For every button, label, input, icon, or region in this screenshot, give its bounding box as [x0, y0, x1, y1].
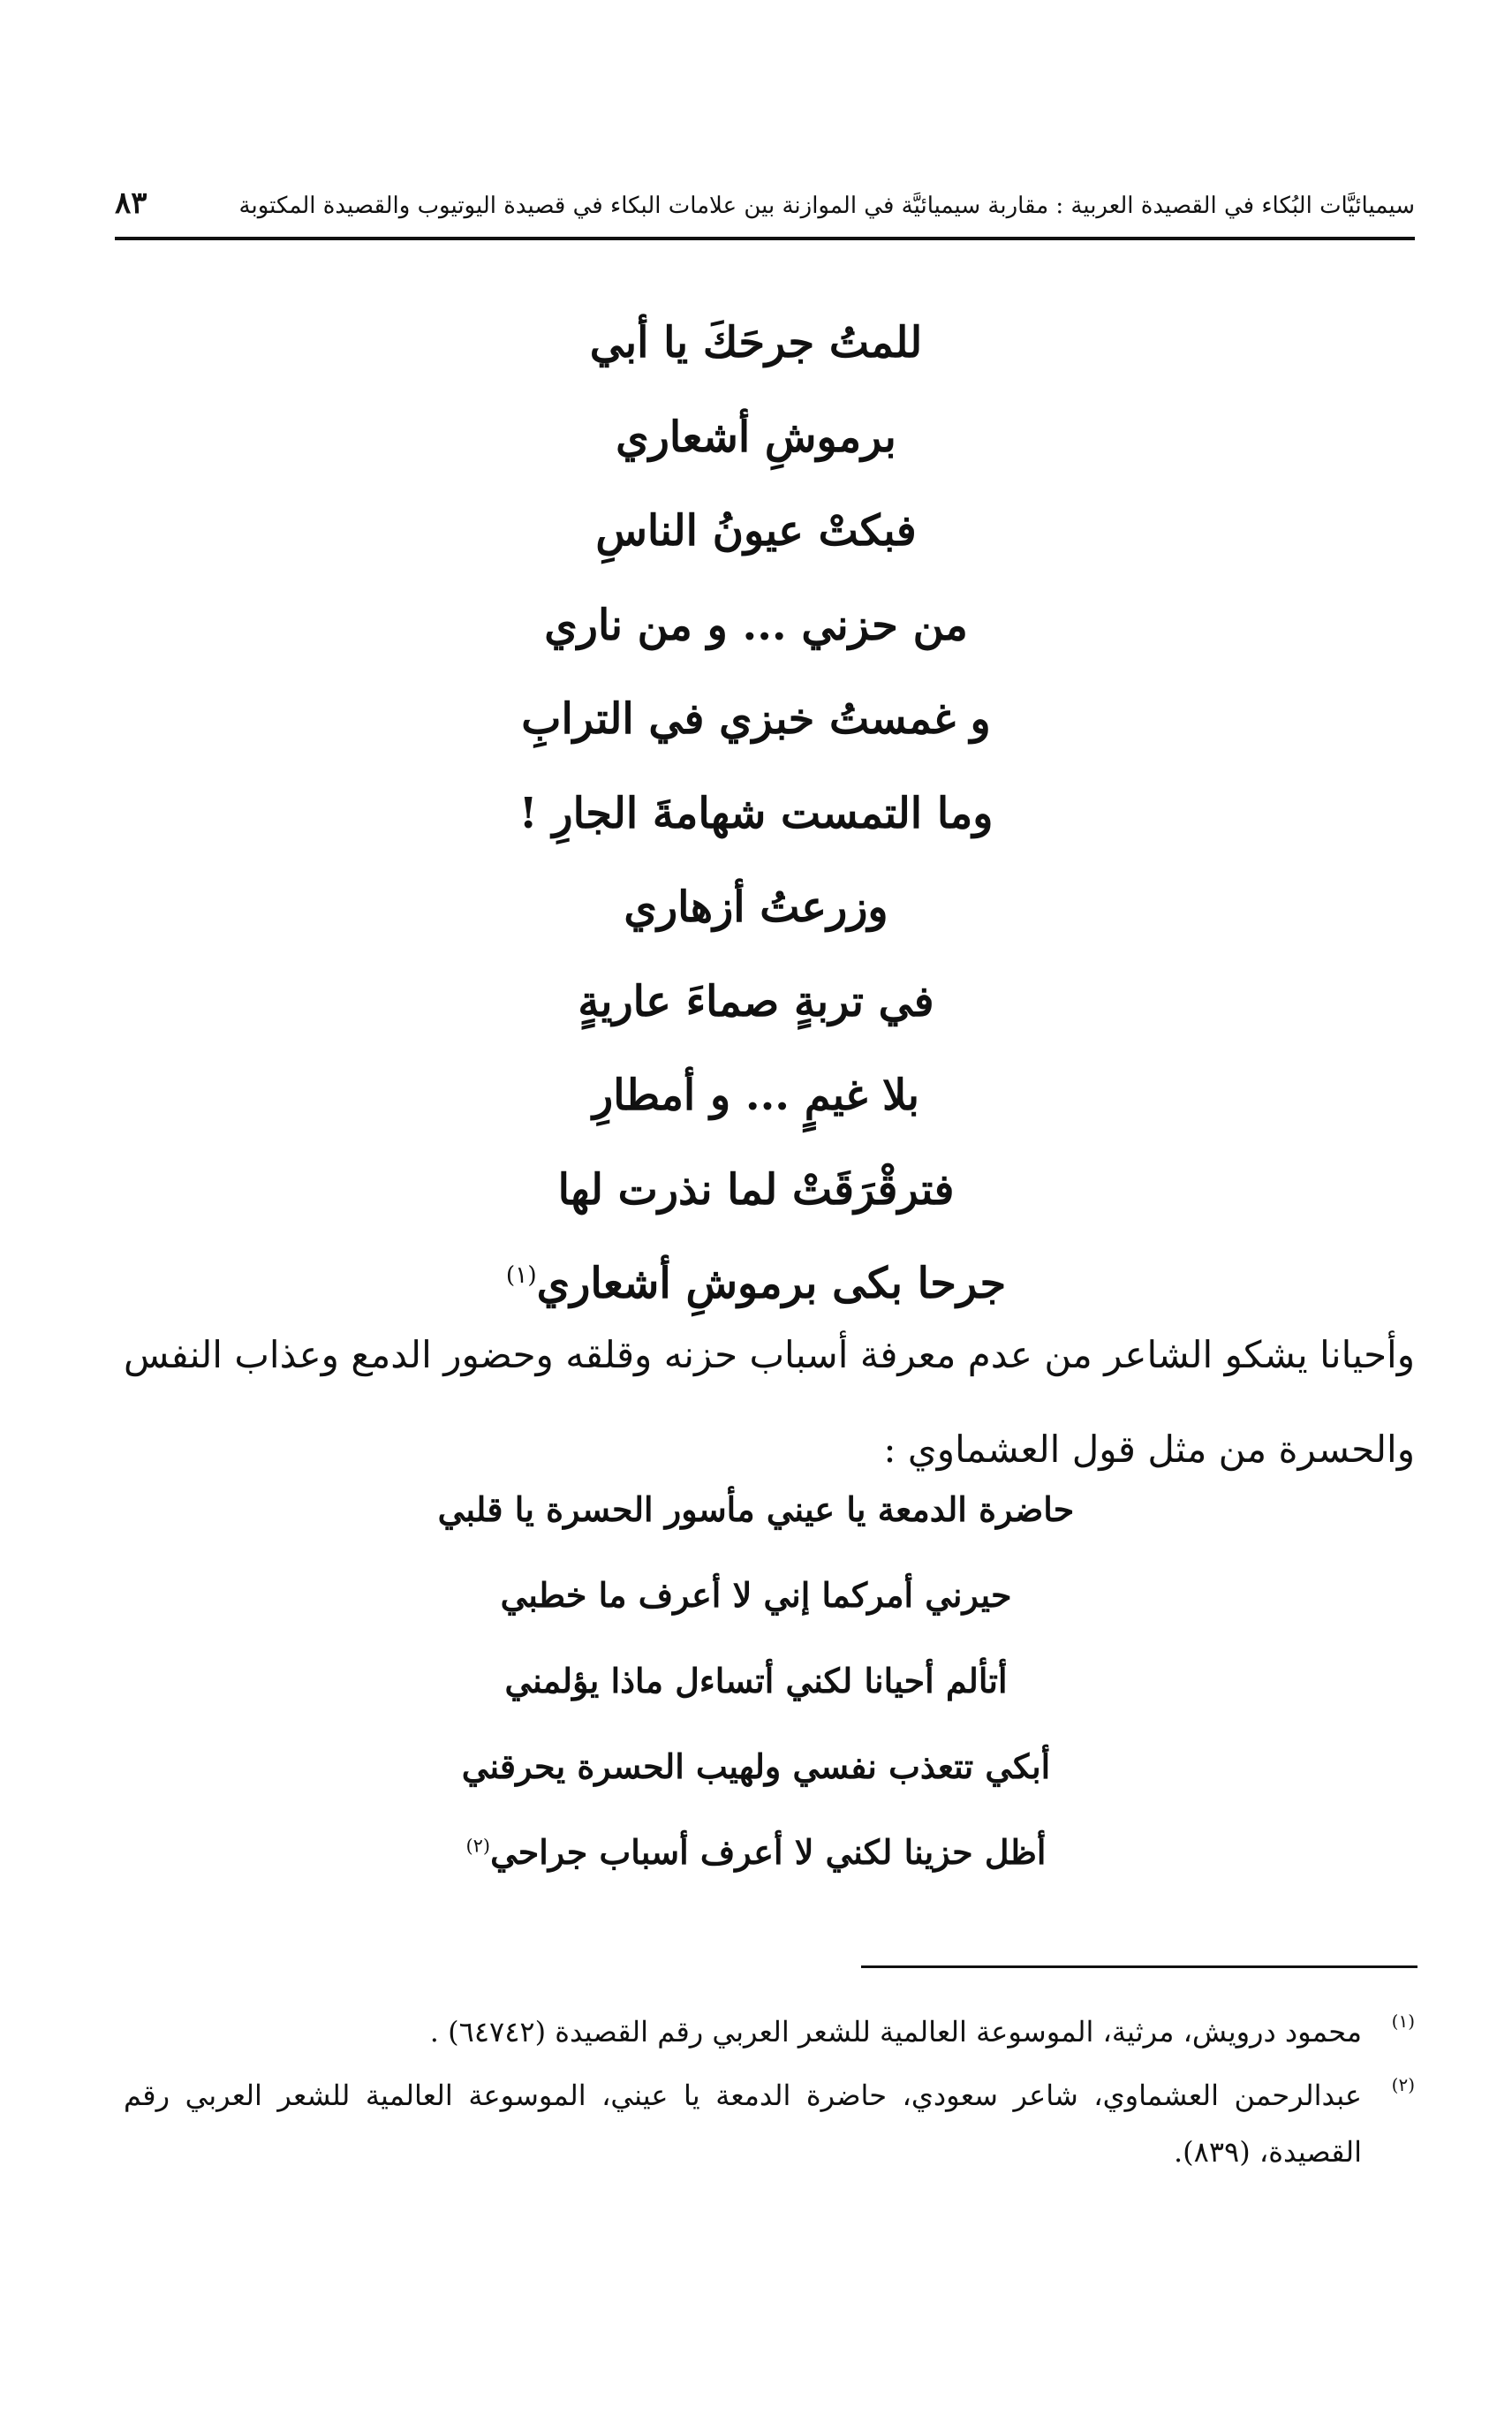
poem-line-text: جرحا بكى برموشِ أشعاري [536, 1259, 1007, 1308]
poem-line: وما التمست شهامةَ الجارِ ! [518, 788, 994, 838]
poem-line: وزرعتُ أزهاري [624, 882, 888, 932]
poem-line: في تربةٍ صماءَ عاريةٍ [578, 976, 934, 1026]
poem-line: من حزني ... و من ناري [544, 600, 968, 650]
poem-line: للمتُ جرحَكَ يا أبي [589, 318, 923, 367]
footnote-text: عبدالرحمن العشماوي، شاعر سعودي، حاضرة الدمعة يا عيني، الموسوعة العالمية للشعر العربي رقم القصيدة، (٨٣٩). [124, 2079, 1362, 2169]
poem-line-text: أظل حزينا لكني لا أعرف أسباب جراحي [490, 1832, 1047, 1872]
header-rule [115, 237, 1415, 240]
footnote-ref-1[interactable]: (١) [505, 1261, 537, 1289]
poem-line: فترقْرَقَتْ لما نذرت لها [557, 1164, 955, 1215]
footnote-text: محمود درويش، مرثية، الموسوعة العالمية للشعر العربي رقم القصيدة (٦٤٧٤٢) . [429, 2015, 1362, 2049]
poem-line: حاضرة الدمعة يا عيني مأسور الحسرة يا قلبي [437, 1489, 1075, 1529]
footnotes [124, 2003, 1415, 2187]
poem-line-last [0, 1809, 1512, 1895]
poem-darwish [0, 296, 1512, 1331]
poem-line: أبكي تتعذب نفسي ولهيب الحسرة يحرقني [461, 1746, 1051, 1786]
page-number: ٨٣ [115, 186, 147, 221]
footnote-2 [124, 2067, 1415, 2180]
footnote-1 [124, 2003, 1415, 2060]
poem-line: و غمستُ خبزي في الترابِ [521, 694, 991, 744]
poem-ashmawi [0, 1466, 1512, 1895]
header-title: سيميائيَّات البُكاء في القصيدة العربية : مقاربة سيميائيَّة في الموازنة بين علامات البكاء في قصيدة اليوتيوب والقصيدة المكتوبة [238, 193, 1415, 219]
poem-line: فبكتْ عيونُ الناسِ [595, 506, 917, 556]
footnote-ref-2[interactable]: (٢) [465, 1835, 491, 1857]
poem-line: برموشِ أشعاري [616, 412, 896, 462]
poem-line: أتألم أحيانا لكني أتساءل ماذا يؤلمني [504, 1661, 1008, 1700]
running-header [115, 186, 1415, 221]
poem-line: بلا غيمٍ ... و أمطارِ [593, 1071, 919, 1120]
footnote-number: (٢) [1391, 2074, 1415, 2095]
body-paragraph: وأحيانا يشكو الشاعر من عدم معرفة أسباب حزنه وقلقه وحضور الدمع وعذاب النفس والحسرة من مثل قول العشماوي : [124, 1333, 1415, 1471]
footnote-separator [861, 1965, 1418, 1968]
poem-line: حيرني أمركما إني لا أعرف ما خطبي [500, 1575, 1012, 1615]
footnote-number: (١) [1391, 2011, 1415, 2032]
